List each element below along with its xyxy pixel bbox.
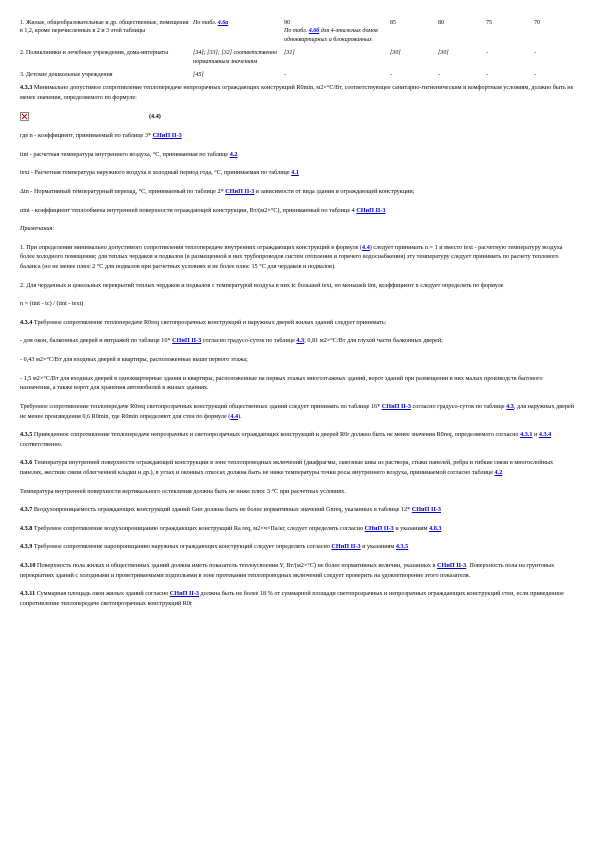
section-number: 4.3.4 bbox=[20, 318, 33, 326]
section-number: 4.3.10 bbox=[20, 562, 36, 570]
paragraph-4-3-6 bbox=[20, 458, 575, 477]
section-number: 4.3.3 bbox=[20, 84, 33, 92]
bullet-3: - 1,5 м2×°С/Вт для входных дверей в одноквартирные здания и квартиры, расположенные на первых этажах многоэтажных зданий, ворот зданий при размещении в них малых производств бытового назначения, а также ворот для хранения автомобилей в жилых зданиях. bbox=[20, 374, 543, 392]
section-number: 4.3.11 bbox=[20, 590, 36, 598]
paragraph-4-3-11 bbox=[20, 589, 575, 608]
cell-text: По табл. bbox=[193, 20, 218, 26]
bullet-1 bbox=[20, 336, 575, 346]
notes-title: Примечания: bbox=[20, 225, 55, 233]
section-number: 4.3.5 bbox=[20, 431, 33, 439]
reference-link[interactable]: 4.3.5 bbox=[395, 543, 409, 551]
document-page bbox=[20, 0, 575, 608]
formula-row bbox=[20, 112, 575, 122]
table-cell: - bbox=[534, 71, 536, 78]
paragraph-text: ; 0,81 м2×°С/Вт для глухой части балконных дверей; bbox=[304, 337, 443, 345]
table-cell: - bbox=[390, 71, 392, 78]
paragraph-text: αint - коэффициент теплообмена внутренней поверхности ограждающей конструкции, Вт/(м2×°С), принимаемый по таблице 4 bbox=[20, 206, 357, 214]
table-cell: 2. Поликлиники и лечебные учреждения, дома-интернаты bbox=[20, 50, 169, 57]
paragraph-text: Поверхность пола жилых и общественных зданий должна иметь показатель теплоусвоения Y, Вт/(м2×°С) не более нормативных величин, указанных в bbox=[35, 562, 438, 570]
reference-link[interactable]: 4.3.4 bbox=[538, 431, 552, 439]
paragraph-4-3-10 bbox=[20, 561, 575, 580]
table-cell: 70 bbox=[534, 20, 540, 26]
reference-link[interactable]: 4.3 bbox=[506, 402, 514, 410]
broken-image-icon bbox=[20, 112, 29, 121]
paragraph-text: должна быть не более 18 % от суммарной площади светопрозрачных и непрозрачных ограждающих конструкций стен, если приведенное сопротивление теплопередаче светопрозрачных конструкций R0r bbox=[20, 590, 564, 607]
paragraph-text: Минимально допустимое сопротивление теплопередаче непрозрачных ограждающих конструкций R0min, м2×°С/Вт, соответствующее санитарно-гигиеническим и комфортным условиям, должно быть не менее значения, определяемого по формуле: bbox=[20, 84, 574, 101]
paragraph-text: , для наружных дверей не менее произведения 0,6 R0min, где R0min определяют для стен по формуле ( bbox=[20, 402, 575, 420]
paragraph-4-3-9 bbox=[20, 542, 575, 552]
definition-tint bbox=[20, 150, 575, 160]
paragraph-text: Воздухопроницаемость ограждающих конструкций зданий Gнп должна быть не более нормативных значений Gnreq, указанных в таблице 12* bbox=[32, 506, 412, 514]
formula-number: (4.4) bbox=[149, 112, 161, 120]
table-link[interactable]: 4.6а bbox=[217, 20, 229, 26]
paragraph-text: где n - коэффициент, принимаемый по таблице 3* bbox=[20, 132, 153, 140]
table-cell: 3. Детские дошкольные учреждения bbox=[20, 71, 113, 78]
reference-link[interactable]: 4.3.1 bbox=[520, 431, 533, 439]
note-2: 2. Для чердачных и цокольных перекрытий теплых чердаков и подвалов с температурой воздуха в них tc большей text, но меньшей tint, коэффициент n следует определять по формуле bbox=[20, 281, 504, 289]
reference-link[interactable]: СНиП II-3 bbox=[411, 506, 441, 514]
table-cell: - bbox=[534, 50, 536, 57]
table-cell: - bbox=[284, 71, 286, 78]
paragraph-text: согласно градусо-суток по таблице bbox=[201, 337, 297, 345]
paragraph-4-3-7 bbox=[20, 505, 575, 515]
table-cell: - bbox=[486, 71, 488, 78]
paragraph-temp: Температура внутренней поверхности вертикального остекления должна быть не ниже плюс 3 °С при расчетных условиях. bbox=[20, 487, 346, 495]
reference-link[interactable]: 4.4 bbox=[362, 243, 370, 251]
table-cell: [30] bbox=[390, 50, 401, 57]
reference-link[interactable]: 4.2 bbox=[229, 150, 238, 158]
section-number: 4.3.9 bbox=[20, 543, 33, 551]
table-row bbox=[20, 48, 575, 70]
paragraph-4-3-5 bbox=[20, 430, 575, 449]
reference-link[interactable]: СНиП II-3 bbox=[331, 543, 361, 551]
paragraph-4-3-4 bbox=[20, 318, 575, 328]
reference-link[interactable]: СНиП II-3 bbox=[172, 337, 202, 345]
table-cell: [34]; [33]; [32] соответственно нормативным значениям bbox=[193, 50, 278, 65]
paragraph-req bbox=[20, 402, 575, 421]
definition-dtn bbox=[20, 187, 575, 197]
paragraph-4-3-8 bbox=[20, 524, 575, 534]
table-cell: [45] bbox=[193, 71, 204, 78]
table-cell: - bbox=[486, 50, 488, 57]
reference-link[interactable]: 4.3 bbox=[296, 337, 305, 345]
cell-text: для 4-этажных домов одноквартирных и блокированных bbox=[284, 28, 378, 43]
paragraph-text: Приведенное сопротивление теплопередаче непрозрачных и светопрозрачных ограждающих конструкций и дверей R0r должно быть не менее значения R0req, определяемого согласно bbox=[32, 431, 521, 439]
cell-text: По табл. bbox=[284, 28, 309, 35]
paragraph-text: и bbox=[532, 431, 539, 439]
table-cell bbox=[284, 18, 390, 48]
definition-text bbox=[20, 168, 575, 178]
table-row bbox=[20, 18, 575, 48]
paragraph-text: . Поверхность пола на грунтовых перекрытиях зданий с холодными и проветриваемыми подпольями в зоне протекания теплопроводных включений следует проверить на удовлетворение этого показателя. bbox=[20, 562, 555, 579]
reference-link[interactable]: СНиП II-3 bbox=[364, 524, 394, 532]
paragraph-text: Δtn - Нормативный температурный перепад, °С, принимаемый по таблице 2* bbox=[20, 188, 226, 195]
section-number: 4.3.7 bbox=[20, 506, 33, 514]
section-number: 4.3.8 bbox=[20, 524, 33, 532]
reference-link[interactable]: СНиП II-3 bbox=[381, 402, 411, 410]
paragraph-text: и указаниям bbox=[360, 543, 396, 551]
note-1 bbox=[20, 243, 575, 272]
reference-link[interactable]: 4.4 bbox=[230, 412, 239, 420]
paragraph-text: Суммарная площадь окон жилых зданий согласно bbox=[35, 590, 170, 598]
definition-aint bbox=[20, 206, 575, 216]
paragraph-text: соответственно. bbox=[20, 440, 63, 448]
reference-link[interactable]: СНиП II-3 bbox=[437, 562, 467, 570]
n-formula: n = (tint - tc) / (tint - text) bbox=[20, 300, 84, 308]
table-cell: [31] bbox=[284, 50, 295, 57]
paragraph-text: и указаниям bbox=[393, 524, 430, 532]
reference-link[interactable]: 4.8.3 bbox=[429, 524, 442, 532]
table-cell: 75 bbox=[486, 20, 492, 26]
table-link[interactable]: 4.6б bbox=[308, 28, 320, 35]
reference-link[interactable]: СНиП II-3 bbox=[225, 188, 255, 195]
paragraph-4-3-3 bbox=[20, 83, 575, 102]
paragraph-text: Температура внутренней поверхности ограждающей конструкции в зоне теплопроводных включений (диафрагмы, сквозные швы из раствора, стыки панелей, ребра и гибкие связи в многослойных панелях, жесткие связи облегченной кладки и др.), в углах и оконных откосах должна быть не ниже температуры точки росы внутреннего воздуха, принимаемой согласно таблице bbox=[20, 459, 554, 476]
table-row bbox=[20, 70, 575, 83]
paragraph-text: text - Расчетная температура наружного воздуха в холодный период года, °С, принимаемая по таблице bbox=[20, 169, 292, 177]
paragraph-text: 1. При определении минимально допустимого сопротивления теплопередаче внутренних ограждающих конструкций в формуле ( bbox=[20, 243, 363, 251]
definition-n bbox=[20, 131, 575, 141]
paragraph-text: Требуемое сопротивление воздухопроницанию ограждающих конструкций Rа req, м2×ч×Па/кг, следует определять согласно bbox=[32, 524, 365, 532]
reference-link[interactable]: 4.1 bbox=[291, 169, 299, 177]
paragraph-text: Требуемое сопротивление паропроницанию наружных ограждающих конструкций следует определять согласно bbox=[32, 543, 332, 551]
reference-link[interactable]: 4.2 bbox=[494, 468, 503, 476]
paragraph-text: согласно градусо-суток по таблице bbox=[410, 402, 507, 410]
paragraph-text: Требуемое сопротивление теплопередаче R0req светопрозрачных конструкций и наружных дверей жилых зданий следует принимать: bbox=[32, 318, 387, 326]
cell-text: 90 bbox=[284, 20, 290, 26]
paragraph-text: в зависимости от вида здания и ограждающей конструкции; bbox=[254, 188, 415, 195]
bullet-2: - 0,43 м2×°С/Вт для входных дверей в квартиры, расположенные выше первого этажа; bbox=[20, 356, 248, 364]
reference-link[interactable]: СНиП II-3 bbox=[356, 206, 386, 214]
paragraph-text: ) следует принимать n = 1 и вместо text - расчетную температуру воздуха более холодного помещения; для теплых чердаков и подвалов (в размещенной в них трубопроводов систем отопления и горячего водоснабжения) эту температуру следует принимать по расчету теплового баланса (но не менее плюс 2 °С для подвалов при расчетных условиях и не более плюс 15 °С для чердаков и подвалов). bbox=[20, 243, 563, 271]
paragraph-text: - для окон, балконных дверей и витражей по таблице 16* bbox=[20, 337, 173, 345]
reference-link[interactable]: СНиП II-3 bbox=[169, 590, 199, 598]
section-number: 4.3.6 bbox=[20, 459, 33, 467]
table-cell: 85 bbox=[390, 20, 396, 26]
table-cell: 80 bbox=[438, 20, 444, 26]
requirements-table bbox=[20, 18, 575, 83]
reference-link[interactable]: СНиП II-3 bbox=[152, 132, 182, 140]
paragraph-text: ). bbox=[238, 412, 242, 420]
table-cell: 1. Жилые, общеобразовательные и др. общественные, помещения в 1,2, кроме перечисленных в 2 и 3 этой таблицы bbox=[20, 20, 189, 35]
paragraph-text: Требуемое сопротивление теплопередаче R0req светопрозрачных конструкций общественных зданий следует принимать по таблице 16* bbox=[20, 402, 382, 410]
table-cell bbox=[193, 18, 284, 48]
table-cell: [30] bbox=[438, 50, 449, 57]
paragraph-text: tint - расчетная температура внутреннего воздуха, °С, принимаемая по таблице bbox=[20, 150, 230, 158]
table-cell: - bbox=[438, 71, 440, 78]
